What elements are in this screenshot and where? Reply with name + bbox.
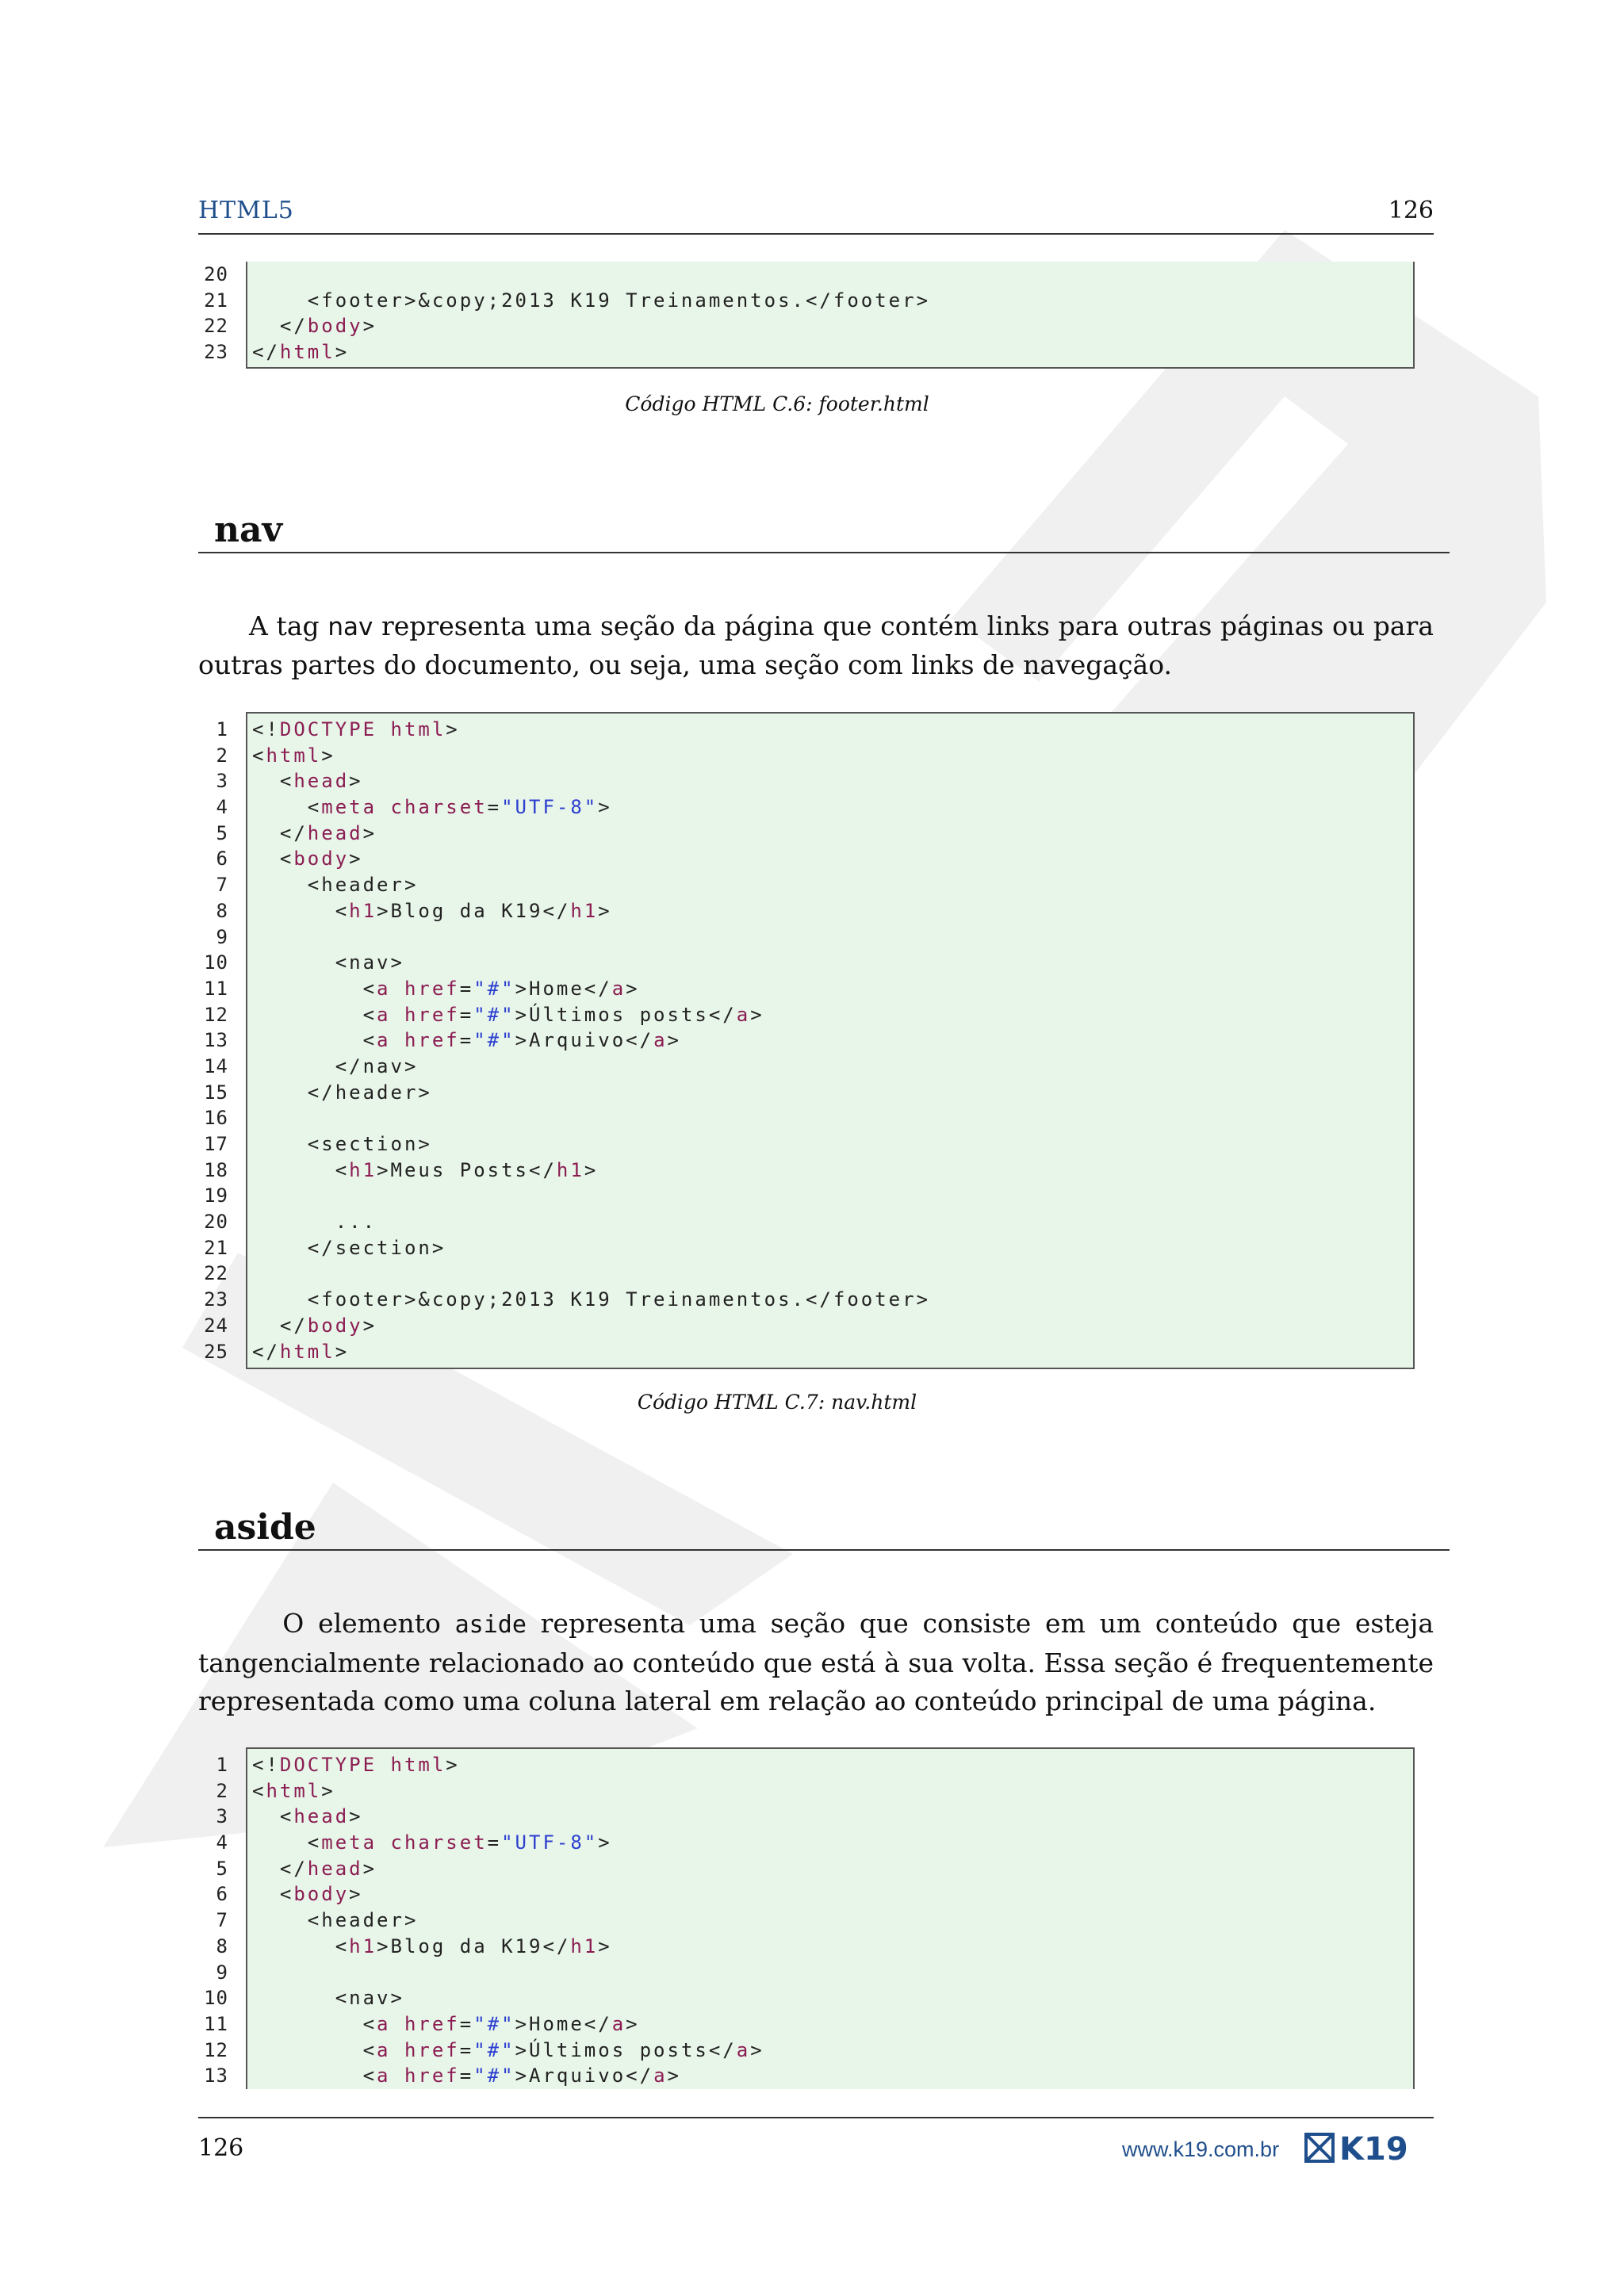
code-line-text: </html> bbox=[252, 341, 350, 364]
code-block-nav bbox=[204, 712, 1415, 1369]
code-line-text: <nav> bbox=[252, 951, 404, 974]
code-line-number: 5 bbox=[216, 821, 228, 844]
code-line-text: <body> bbox=[252, 848, 363, 871]
section-heading-nav bbox=[198, 498, 1450, 553]
code-line-text: <body> bbox=[252, 1883, 363, 1906]
code-line-number: 2 bbox=[216, 1779, 228, 1802]
code-block-footer-tail bbox=[204, 262, 1415, 369]
code-line-text: <a href="#">Últimos posts</a> bbox=[252, 2038, 764, 2061]
code-line bbox=[204, 262, 1413, 288]
code-line bbox=[204, 288, 1413, 314]
code-line bbox=[204, 313, 1413, 339]
code-line bbox=[204, 1209, 1413, 1235]
code-line bbox=[204, 976, 1413, 1002]
code-line-number: 23 bbox=[204, 341, 228, 364]
code-line bbox=[204, 2038, 1413, 2064]
code-line bbox=[204, 1054, 1413, 1080]
code-line-text: </header> bbox=[252, 1081, 432, 1104]
code-line-text: <a href="#">Últimos posts</a> bbox=[252, 1003, 764, 1026]
code-line bbox=[216, 743, 1413, 769]
code-line bbox=[216, 1908, 1413, 1934]
code-line-text: </section> bbox=[252, 1236, 446, 1259]
code-line bbox=[216, 768, 1413, 794]
code-line-number: 9 bbox=[216, 925, 228, 948]
code-line bbox=[216, 794, 1413, 821]
code-line-number: 21 bbox=[204, 1236, 228, 1259]
code-line-text: <html> bbox=[252, 744, 335, 767]
running-header-title: HTML5 bbox=[198, 197, 294, 224]
code-line-number: 1 bbox=[216, 1754, 228, 1776]
code-line bbox=[204, 1985, 1413, 2011]
code-line-text: <nav> bbox=[252, 1987, 404, 2010]
paragraph-nav: A tag nav representa uma seção da página que contém links para outras páginas ou para outras partes do documento, ou seja, uma seção com links de navegação. bbox=[198, 610, 1434, 680]
code-line bbox=[216, 717, 1413, 743]
code-line bbox=[204, 1287, 1413, 1313]
code-line-number: 10 bbox=[204, 1987, 228, 2010]
footer-rule bbox=[198, 2117, 1434, 2118]
code-line-number: 5 bbox=[216, 1857, 228, 1880]
code-line-text: <h1>Meus Posts</h1> bbox=[252, 1158, 599, 1181]
code-line-text: </head> bbox=[252, 821, 377, 844]
code-line bbox=[216, 898, 1413, 924]
code-line-number: 6 bbox=[216, 1883, 228, 1906]
code-line bbox=[216, 1778, 1413, 1804]
code-line-number: 20 bbox=[204, 263, 228, 285]
code-line-text: <h1>Blog da K19</h1> bbox=[252, 899, 612, 922]
code-line-number: 13 bbox=[204, 1029, 228, 1052]
code-line bbox=[204, 1002, 1413, 1028]
code-line-number: 22 bbox=[204, 1262, 228, 1285]
code-line-number: 15 bbox=[204, 1081, 228, 1104]
code-line bbox=[204, 950, 1413, 976]
code-line-number: 9 bbox=[216, 1961, 228, 1984]
code-line-number: 11 bbox=[204, 2012, 228, 2035]
code-line-number: 1 bbox=[216, 718, 228, 740]
section-title-aside: aside bbox=[214, 1507, 316, 1548]
code-line bbox=[204, 1235, 1413, 1261]
code-line-number: 14 bbox=[204, 1054, 228, 1077]
code-line-text: <!DOCTYPE html> bbox=[252, 718, 460, 740]
section-heading-aside bbox=[198, 1495, 1450, 1551]
code-line bbox=[204, 1080, 1413, 1106]
code-line-text: <footer>&copy;2013 K19 Treinamentos.</footer> bbox=[252, 1288, 931, 1311]
code-line bbox=[204, 1027, 1413, 1054]
code-line-text: <footer>&copy;2013 K19 Treinamentos.</footer> bbox=[252, 289, 931, 312]
k19-logo-icon bbox=[1304, 2130, 1431, 2166]
code-line-number: 13 bbox=[204, 2064, 228, 2087]
caption-nav-html: Código HTML C.7: nav.html bbox=[637, 1391, 917, 1414]
code-line-number: 10 bbox=[204, 951, 228, 974]
code-line bbox=[204, 2011, 1413, 2038]
code-line-number: 20 bbox=[204, 1211, 228, 1234]
code-line bbox=[216, 1856, 1413, 1882]
code-line-text: <!DOCTYPE html> bbox=[252, 1754, 460, 1776]
code-line-text: <head> bbox=[252, 1805, 363, 1828]
code-line-text: <a href="#">Arquivo</a> bbox=[252, 2064, 681, 2087]
code-line bbox=[204, 1261, 1413, 1287]
footer-url-link[interactable]: www.k19.com.br bbox=[1122, 2137, 1280, 2161]
code-line-number: 18 bbox=[204, 1158, 228, 1181]
code-line-text: <h1>Blog da K19</h1> bbox=[252, 1934, 612, 1957]
code-block-aside bbox=[204, 1747, 1415, 2089]
running-header-page-number: 126 bbox=[1388, 197, 1434, 224]
code-line bbox=[204, 339, 1413, 365]
code-line-text: </head> bbox=[252, 1857, 377, 1880]
code-line bbox=[216, 1881, 1413, 1908]
code-line-number: 4 bbox=[216, 1831, 228, 1854]
code-line-number: 2 bbox=[216, 744, 228, 767]
code-line-number: 25 bbox=[204, 1340, 228, 1363]
code-line bbox=[216, 821, 1413, 847]
code-line-number: 8 bbox=[216, 899, 228, 922]
code-line-text: ... bbox=[252, 1211, 377, 1234]
section-title-nav: nav bbox=[214, 510, 283, 550]
code-line bbox=[204, 1339, 1413, 1365]
code-line-number: 19 bbox=[204, 1184, 228, 1207]
code-line-text: <meta charset="UTF-8"> bbox=[252, 796, 612, 819]
code-line bbox=[216, 1934, 1413, 1960]
code-line-number: 23 bbox=[204, 1288, 228, 1311]
code-line-text: <a href="#">Arquivo</a> bbox=[252, 1029, 681, 1052]
code-line bbox=[204, 1313, 1413, 1339]
code-line-text: </body> bbox=[252, 315, 377, 338]
code-line bbox=[204, 1183, 1413, 1209]
code-line-text: <header> bbox=[252, 1909, 419, 1932]
code-line-number: 11 bbox=[204, 977, 228, 1000]
code-line bbox=[216, 846, 1413, 872]
code-line-number: 17 bbox=[204, 1133, 228, 1155]
code-line bbox=[216, 924, 1413, 951]
code-line-number: 3 bbox=[216, 770, 228, 793]
caption-footer-html: Código HTML C.6: footer.html bbox=[625, 392, 929, 415]
code-line bbox=[216, 1804, 1413, 1830]
code-line-number: 16 bbox=[204, 1107, 228, 1130]
code-line bbox=[204, 1158, 1413, 1184]
code-line-text: </html> bbox=[252, 1340, 350, 1363]
code-line-text: <head> bbox=[252, 770, 363, 793]
code-line-number: 22 bbox=[204, 315, 228, 338]
code-line bbox=[216, 1752, 1413, 1778]
code-line-text: <a href="#">Home</a> bbox=[252, 977, 640, 1000]
code-line-number: 6 bbox=[216, 848, 228, 871]
code-line-number: 12 bbox=[204, 1003, 228, 1026]
code-line bbox=[216, 1960, 1413, 1986]
code-line bbox=[204, 2063, 1413, 2089]
code-line-number: 24 bbox=[204, 1314, 228, 1337]
code-line-number: 7 bbox=[216, 874, 228, 897]
code-line-number: 7 bbox=[216, 1909, 228, 1932]
code-line-number: 12 bbox=[204, 2038, 228, 2061]
code-line-number: 3 bbox=[216, 1805, 228, 1828]
footer-page-number: 126 bbox=[198, 2134, 244, 2162]
k19-logo-text: K19 bbox=[1339, 2131, 1408, 2166]
code-line-text: <a href="#">Home</a> bbox=[252, 2012, 640, 2035]
code-line-text: <meta charset="UTF-8"> bbox=[252, 1831, 612, 1854]
paragraph-aside: O elemento aside representa uma seção que consiste em um conteúdo que esteja tangencialmente relacionado ao conteúdo que está à sua volta. Essa seção é frequentemente representada como uma coluna lateral em relação ao conteúdo principal de uma página. bbox=[198, 1608, 1434, 1716]
code-line-number: 21 bbox=[204, 289, 228, 312]
code-line-number: 4 bbox=[216, 796, 228, 819]
code-line-text: <section> bbox=[252, 1133, 432, 1155]
code-line bbox=[216, 1830, 1413, 1856]
code-line bbox=[216, 872, 1413, 898]
code-line bbox=[204, 1105, 1413, 1131]
code-line bbox=[204, 1131, 1413, 1158]
code-line-number: 8 bbox=[216, 1934, 228, 1957]
running-header bbox=[198, 197, 1434, 235]
code-line-text: </body> bbox=[252, 1314, 377, 1337]
code-line-text: <header> bbox=[252, 874, 419, 897]
code-line-text: </nav> bbox=[252, 1054, 419, 1077]
code-line-text: <html> bbox=[252, 1779, 335, 1802]
